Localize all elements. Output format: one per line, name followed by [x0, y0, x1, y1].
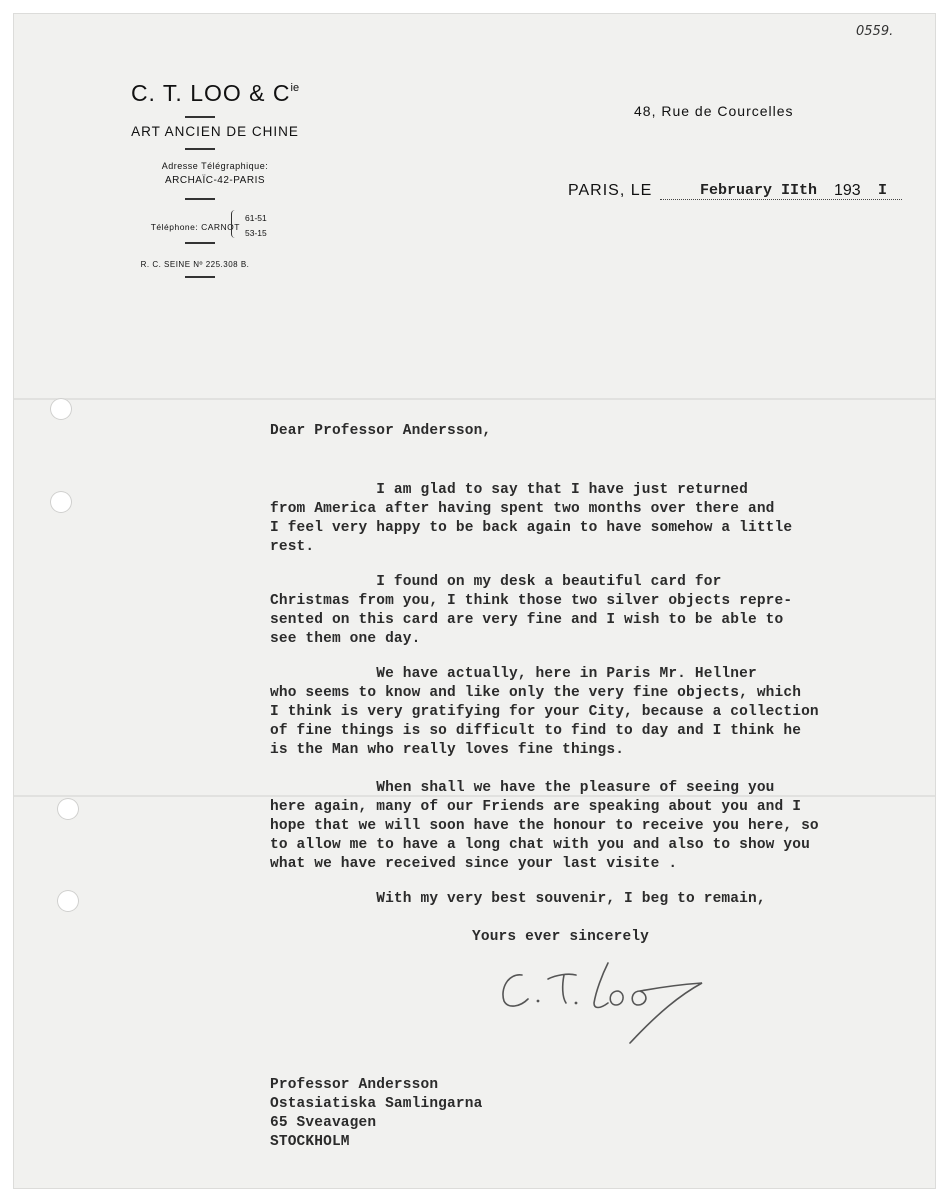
body-line: is the Man who really loves fine things.	[270, 742, 625, 758]
trade-registry: R. C. SEINE Nº 225.308 B.	[140, 260, 250, 269]
paper-fold-line	[14, 398, 935, 400]
body-line: With my very best souvenir, I beg to remain,	[270, 891, 766, 907]
firm-address: 48, Rue de Courcelles	[634, 103, 794, 119]
salutation: Dear Professor Andersson,	[270, 423, 492, 439]
letterhead-rule	[185, 276, 215, 278]
letterhead-rule	[185, 242, 215, 244]
body-line: to allow me to have a long chat with you and also to show you	[270, 837, 810, 853]
body-line: I am glad to say that I have just returned	[270, 482, 748, 498]
punch-hole	[57, 890, 79, 912]
telephone-number: 53-15	[245, 228, 267, 238]
punch-hole	[50, 398, 72, 420]
body-line: rest.	[270, 539, 315, 555]
recipient-line: Ostasiatiska Samlingarna	[270, 1096, 483, 1112]
firm-subtitle: ART ANCIEN DE CHINE	[131, 124, 299, 139]
letterhead-rule	[185, 116, 215, 118]
body-line: When shall we have the pleasure of seeing you	[270, 780, 775, 796]
date-value: February IIth	[700, 182, 818, 199]
firm-name-main: C. T. LOO & C	[130, 80, 291, 106]
recipient-line: Professor Andersson	[270, 1077, 439, 1093]
letterhead-rule	[185, 198, 215, 200]
body-line: who seems to know and like only the very fine objects, which	[270, 685, 802, 701]
body-line: what we have received since your last visite .	[270, 856, 678, 872]
telephone-brace	[231, 210, 238, 238]
signature	[490, 955, 730, 1050]
recipient-line: STOCKHOLM	[270, 1134, 350, 1150]
closing: Yours ever sincerely	[472, 929, 650, 945]
firm-name-superscript: ie	[290, 82, 300, 94]
body-line: of fine things is so difficult to find to day and I think he	[270, 723, 802, 739]
body-line: from America after having spent two months over there and	[270, 501, 775, 517]
punch-hole	[50, 491, 72, 513]
letterhead-rule	[185, 148, 215, 150]
recipient-line: 65 Sveavagen	[270, 1115, 377, 1131]
telegraph-address: ARCHAÏC-42-PARIS	[164, 175, 266, 186]
body-line: I think is very gratifying for your City, because a collection	[270, 704, 819, 720]
body-line: see them one day.	[270, 631, 421, 647]
firm-name	[70, 80, 360, 107]
telephone-number: 61-51	[245, 213, 267, 223]
body-line: Christmas from you, I think those two silver objects repre-	[270, 593, 793, 609]
telephone-label: Téléphone: CARNOT	[150, 222, 240, 232]
year-prefix: 193	[834, 182, 861, 199]
body-line: here again, many of our Friends are speaking about you and I	[270, 799, 802, 815]
year-digit: I	[878, 182, 888, 199]
date-dotted-line	[660, 199, 902, 200]
dateline-prefix: PARIS, LE	[568, 182, 653, 199]
archive-number: 0559.	[856, 24, 894, 39]
body-line: hope that we will soon have the honour to receive you here, so	[270, 818, 819, 834]
body-line: We have actually, here in Paris Mr. Hellner	[270, 666, 757, 682]
punch-hole	[57, 798, 79, 820]
telegraph-label: Adresse Télégraphique:	[161, 161, 269, 171]
body-line: I feel very happy to be back again to have somehow a little	[270, 520, 793, 536]
body-line: I found on my desk a beautiful card for	[270, 574, 722, 590]
body-line: sented on this card are very fine and I wish to be able to	[270, 612, 784, 628]
